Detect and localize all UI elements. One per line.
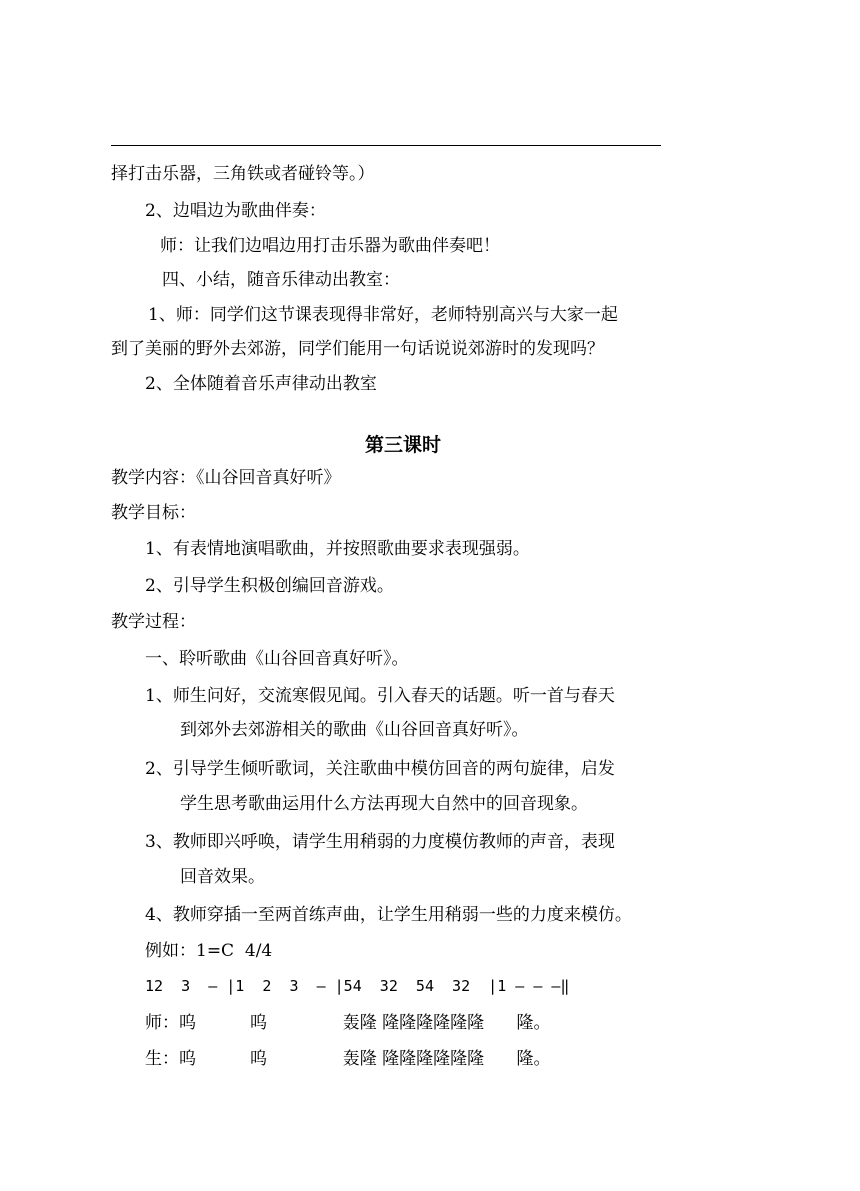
music-notation: 12 3 — |1 2 3 — |54 32 54 32 |1 — — —‖ [145, 977, 570, 995]
text-line: 师：让我们边唱边用打击乐器为歌曲伴奏吧！ [160, 236, 500, 256]
process-item: 2、引导学生倾听歌词，关注歌曲中模仿回音的两句旋律，启发 [145, 759, 615, 779]
process-item: 3、教师即兴呼唤，请学生用稍弱的力度模仿教师的声音，表现 [145, 832, 615, 852]
text-line: 2、全体随着音乐声律动出教室 [145, 374, 377, 394]
text-line: 1、师：同学们这节课表现得非常好，老师特别高兴与大家一起 [148, 305, 618, 325]
header-rule [111, 145, 661, 146]
lyrics-teacher: 师：呜 呜 轰隆 隆隆隆隆隆隆 隆。 [145, 1013, 551, 1033]
text-line: 2、边唱边为歌曲伴奏： [145, 201, 326, 221]
goal-item: 1、有表情地演唱歌曲，并按照歌曲要求表现强弱。 [145, 539, 530, 559]
process-label: 教学过程： [111, 612, 196, 632]
process-step: 一、聆听歌曲《山谷回音真好听》。 [145, 649, 409, 669]
process-item-continued: 到郊外去郊游相关的歌曲《山谷回音真好听》。 [180, 720, 529, 740]
text-line: 择打击乐器，三角铁或者碰铃等。） [111, 164, 375, 184]
example-header: 例如：1=C 4/4 [145, 941, 273, 961]
process-item: 1、师生问好，交流寒假见闻。引入春天的话题。听一首与春天 [145, 686, 615, 706]
section-title: 第三课时 [364, 434, 441, 456]
goals-label: 教学目标： [111, 503, 196, 523]
lesson-content: 教学内容：《山谷回音真好听》 [111, 468, 341, 488]
text-line: 四、小结，随音乐律动出教室： [162, 270, 400, 290]
process-item: 4、教师穿插一至两首练声曲，让学生用稍弱一些的力度来模仿。 [145, 905, 632, 925]
process-item-continued: 回音效果。 [180, 867, 265, 887]
goal-item: 2、引导学生积极创编回音游戏。 [145, 576, 394, 596]
lyrics-student: 生：呜 呜 轰隆 隆隆隆隆隆隆 隆。 [145, 1049, 551, 1069]
text-line: 到了美丽的野外去郊游，同学们能用一句话说说郊游时的发现吗？ [111, 339, 604, 359]
process-item-continued: 学生思考歌曲运用什么方法再现大自然中的回音现象。 [180, 794, 588, 814]
